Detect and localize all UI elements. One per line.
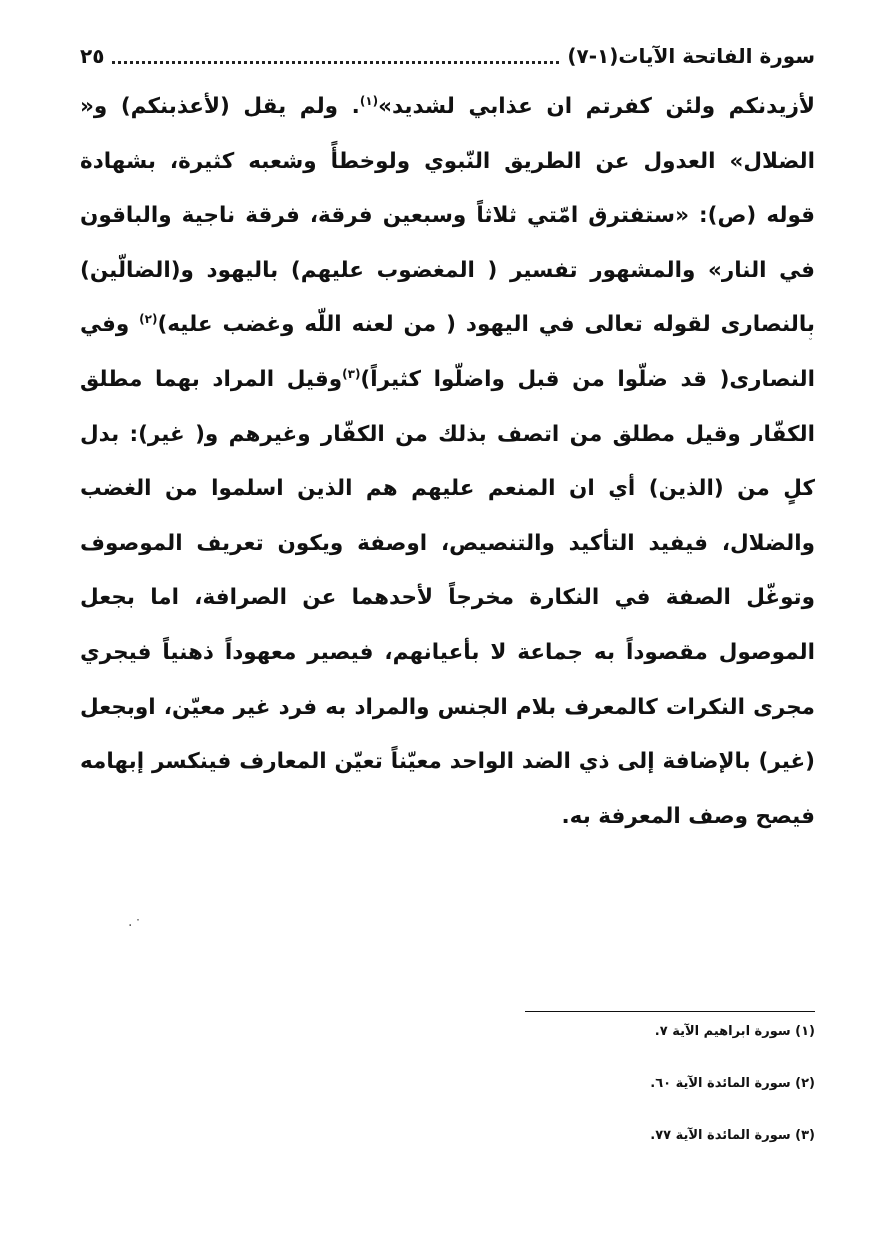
page-number: ٢٥ xyxy=(80,44,105,68)
header-dot-leader xyxy=(112,61,559,64)
footnote-ref-3[interactable]: (٣) xyxy=(342,366,361,381)
header-title: سورة الفاتحة الآيات(١-٧) xyxy=(567,44,815,68)
body-text-part-2: . ولم يقل (لأعذبنكم) و« الضلال» العدول عن الطريق النّبوي ولوخطأً وشعبه كثيرة، بشهادة قوله (ص): «ستفترق امّتي ثلاثاً وسبعين فرقة، فرقة ناجية والباقون في النار» والمشهور تفسير ( المغضوب عليهم) باليهود و(الضالّين) بالنصارى لقوله تعالى في اليهود ( من لعنه اللّه وغضب عليه) xyxy=(80,94,815,338)
footnote-ref-2[interactable]: (٢) xyxy=(139,312,158,327)
running-header xyxy=(80,38,815,74)
footnote-divider xyxy=(525,1011,815,1012)
footnote-ref-1[interactable]: (١) xyxy=(359,93,379,108)
footnote-item-1: (١) سورة ابراهيم الآية ٧. xyxy=(654,1024,815,1039)
body-paragraph xyxy=(80,80,815,844)
footnote-item-3: (٣) سورة المائدة الآية ٧٧. xyxy=(650,1128,815,1143)
footnote-item-2: (٢) سورة المائدة الآية ٦٠. xyxy=(650,1076,815,1091)
scan-speck: ·˙ xyxy=(128,918,144,934)
scan-speck-2: ˘ xyxy=(808,338,813,349)
body-text-part-4: وقيل المراد بهما مطلق الكفّار وقيل مطلق من اتصف بذلك من الكفّار وغيرهم و( غير): بدل كلٍ من (الذين) أي ان المنعم عليهم هم الذين اسلموا من الغضب والضلال، فيفيد التأكيد والتنصيص، اوصفة ويكون تعريف الموصوف وتوغّل الصفة في النكارة مخرجاً لأحدهما عن الصرافة، اما بجعل الموصول مقصوداً به جماعة لا بأعيانهم، فيصير معهوداً ذهنياً فيجري مجرى النكرات كالمعرف بلام الجنس والمراد به فرد غير معيّن، اوبجعل (غير) بالإضافة إلى ذي الضد الواحد معيّناً تعيّن المعارف فينكسر إبهامه فيصح وصف المعرفة به. xyxy=(80,366,815,829)
footnote-list xyxy=(525,1020,815,1176)
body-text-part-1: لأزيدنكم ولئن كفرتم ان عذابي لشديد» xyxy=(378,94,815,119)
body-text-part-3: وفي النصارى( قد ضلّوا من قبل واضلّوا كثيراً) xyxy=(80,312,815,392)
